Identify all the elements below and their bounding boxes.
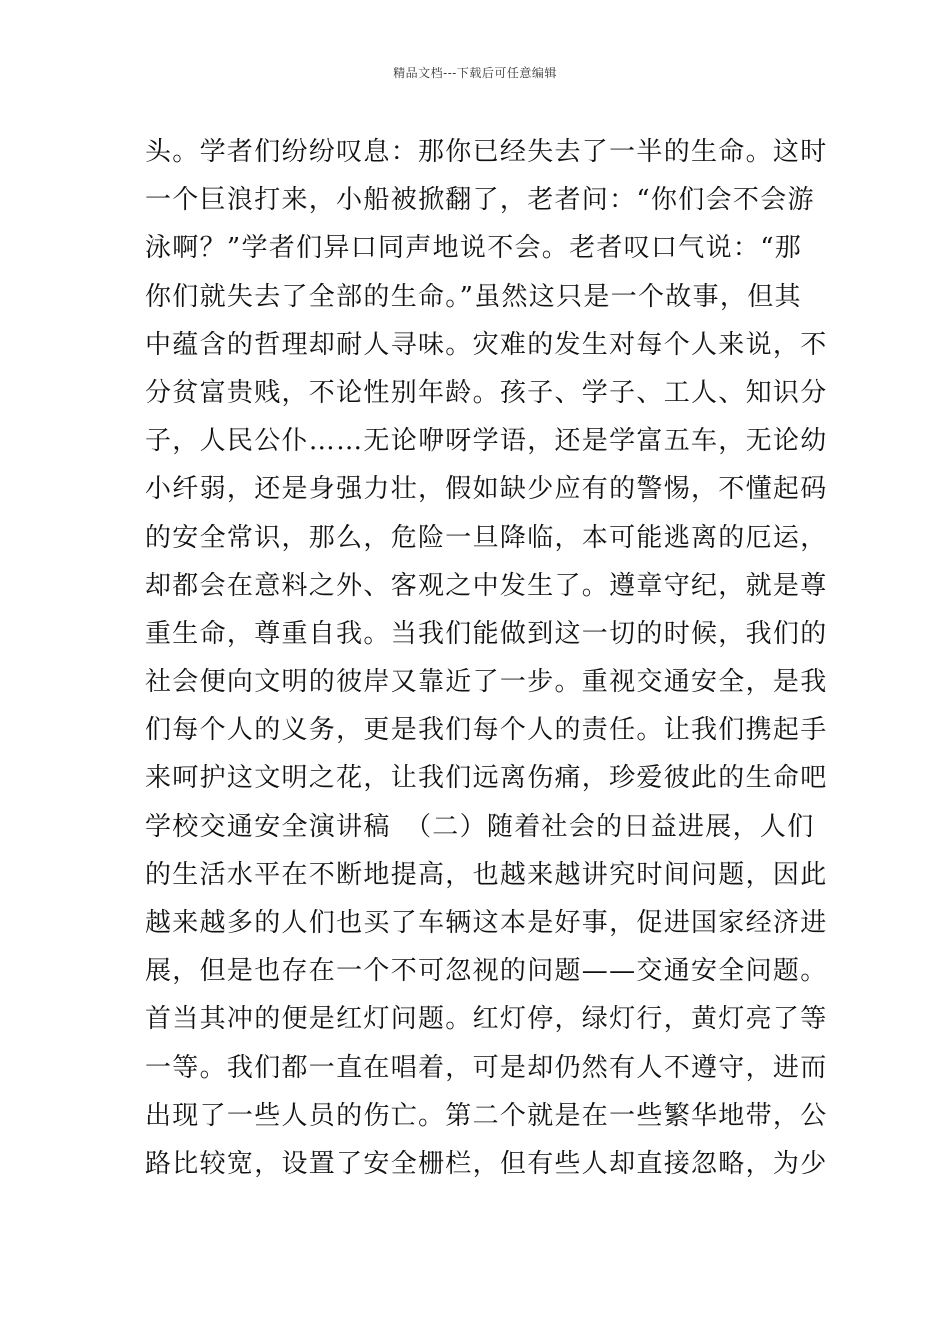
- body-line: 一等。我们都一直在唱着，可是却仍然有人不遵守，进而: [145, 1052, 828, 1083]
- body-line: 泳啊？”学者们异口同声地说不会。老者叹口气说：“那: [145, 233, 803, 264]
- body-line: 首当其冲的便是红灯问题。红灯停，绿灯行，黄灯亮了等: [145, 1004, 828, 1035]
- body-line: 来呵护这文明之花，让我们远离伤痛，珍爱彼此的生命吧: [145, 763, 828, 794]
- body-line: 重生命，尊重自我。当我们能做到这一切的时候，我们的: [145, 618, 828, 649]
- body-line: 的生活水平在不断地提高，也越来越讲究时间问题，因此: [145, 859, 828, 890]
- body-line: 却都会在意料之外、客观之中发生了。遵章守纪，就是尊: [145, 570, 828, 601]
- body-line: 学校交通安全演讲稿 （二）随着社会的日益进展，人们: [145, 811, 815, 842]
- body-line: 头。学者们纷纷叹息：那你已经失去了一半的生命。这时: [145, 137, 828, 167]
- body-line: 子，人民公仆……无论咿呀学语，还是学富五车，无论幼: [145, 426, 828, 457]
- body-line: 们每个人的义务，更是我们每个人的责任。让我们携起手: [145, 715, 828, 746]
- body-line: 越来越多的人们也买了车辆这本是好事，促进国家经济进: [145, 908, 828, 938]
- document-body: [145, 128, 828, 1188]
- body-line: 小纤弱，还是身强力壮，假如缺少应有的警惕，不懂起码: [145, 474, 828, 505]
- body-line: 一个巨浪打来，小船被掀翻了，老者问：“你们会不会游: [145, 185, 815, 216]
- body-line: 中蕴含的哲理却耐人寻味。灾难的发生对每个人来说，不: [145, 329, 828, 360]
- page-header: 精品文档---下载后可任意编辑: [393, 66, 557, 80]
- body-line: 展，但是也存在一个不可忽视的问题——交通安全问题。: [145, 956, 828, 987]
- body-line: 你们就失去了全部的生命。”虽然这只是一个故事，但其: [145, 281, 802, 312]
- body-line: 的安全常识，那么，危险一旦降临，本可能逃离的厄运，: [145, 522, 828, 553]
- body-line: 社会便向文明的彼岸又靠近了一步。重视交通安全，是我: [145, 667, 828, 698]
- body-line: 路比较宽，设置了安全栅栏，但有些人却直接忽略，为少: [145, 1148, 828, 1179]
- body-line: 出现了一些人员的伤亡。第二个就是在一些繁华地带，公: [145, 1100, 828, 1131]
- body-line: 分贫富贵贱，不论性别年龄。孩子、学子、工人、知识分: [145, 377, 828, 408]
